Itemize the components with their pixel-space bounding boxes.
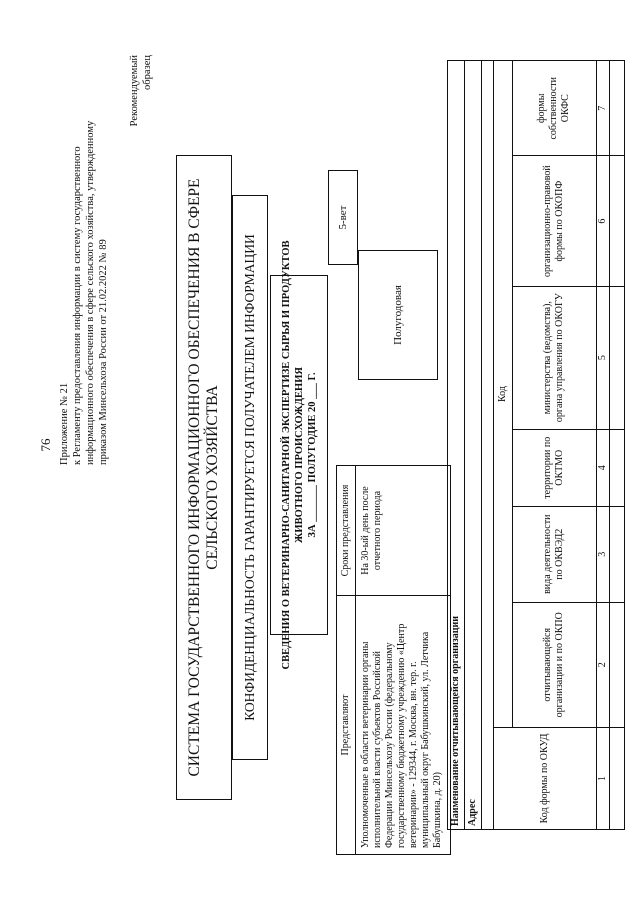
- appendix-line: к Регламенту предоставления информации в систему государственного: [72, 146, 83, 465]
- deadline-header: Сроки представления: [337, 466, 356, 596]
- code-group-header: Код: [494, 61, 513, 728]
- okfs-code-header: формы собственности ОКФС: [512, 61, 596, 156]
- column-number: 3: [596, 506, 610, 602]
- value-cell: [610, 728, 625, 830]
- confidentiality-notice: КОНФИДЕНЦИАЛЬНОСТЬ ГАРАНТИРУЕТСЯ ПОЛУЧАТЕЛЕМ ИНФОРМАЦИИ: [232, 195, 268, 760]
- appendix-line: Приложение № 21: [59, 382, 70, 465]
- okud-code-header: Код формы по ОКУД: [494, 728, 597, 830]
- oktmo-code-header: территории по ОКТМО: [512, 429, 596, 506]
- okpo-code-header: отчитывающейся организации и по ОКПО: [512, 602, 596, 727]
- recommended-label: Рекомендуемый: [129, 55, 140, 127]
- deadline-text: На 30-ый день после отчетного периода: [356, 466, 451, 596]
- okogu-code-header: министерства (ведомства), органа управления по ОКОГУ: [512, 286, 596, 429]
- system-title: СИСТЕМА ГОСУДАРСТВЕННОГО ИНФОРМАЦИОННОГО ОБЕСПЕЧЕНИЯ В СФЕРЕ СЕЛЬСКОГО ХОЗЯЙСТВА: [176, 155, 232, 800]
- appendix-line: информационного обеспечения в сфере сельского хозяйства, утвержденному: [85, 120, 96, 465]
- appendix-line: приказом Минсельхоза России от 21.02.2022 № 89: [98, 239, 109, 465]
- appendix-note: [58, 65, 110, 465]
- report-title-line: ЖИВОТНОГО ПРОИСХОЖДЕНИЯ: [293, 367, 305, 543]
- column-number: 2: [596, 602, 610, 727]
- okved2-code-header: вида деятельности по ОКВЭД2: [512, 506, 596, 602]
- value-cell: [610, 61, 625, 156]
- presenter-text: Уполномоченные в области ветеринарии органы исполнительной власти субъектов Российской Федерации Минсельхозу России (федеральному государственному бюджетному учреждению «Центр ветеринарии» - 129344, г. Москва, вн. тер. г. муниципальный округ Бабушкинский, ул. Летчика Бабушкина, д. 20): [356, 596, 451, 855]
- recommended-sample-note: [128, 55, 154, 135]
- presenters-header: Представляют: [337, 596, 356, 855]
- report-title: [270, 240, 328, 670]
- value-cell: [610, 156, 625, 286]
- form-code-box: 5-вет: [328, 170, 358, 265]
- address-label: Адрес: [464, 61, 481, 830]
- periodicity-box: Полугодовая: [358, 250, 438, 380]
- column-number: 4: [596, 429, 610, 506]
- report-period-line: ЗА _______ ПОЛУГОДИЕ 20 ___ Г.: [306, 372, 318, 538]
- value-cell: [610, 602, 625, 727]
- report-title-line: СВЕДЕНИЯ О ВЕТЕРИНАРНО-САНИТАРНОЙ ЭКСПЕРТИЗЕ СЫРЬЯ И ПРОДУКТОВ: [280, 240, 292, 670]
- value-cell: [610, 286, 625, 429]
- spacer-row: [481, 61, 494, 830]
- column-number: 1: [596, 728, 610, 830]
- column-number: 7: [596, 61, 610, 156]
- okopf-code-header: организационно-правовой формы по ОКОПФ: [512, 156, 596, 286]
- value-cell: [610, 429, 625, 506]
- organization-codes-table: [447, 60, 625, 830]
- column-number: 6: [596, 156, 610, 286]
- reporting-table: [336, 465, 451, 855]
- page-number: 76: [38, 438, 53, 452]
- sample-label: образец: [142, 55, 153, 90]
- value-cell: [610, 506, 625, 602]
- column-number: 5: [596, 286, 610, 429]
- organization-name-label: Наименование отчитывающейся организации: [448, 61, 465, 830]
